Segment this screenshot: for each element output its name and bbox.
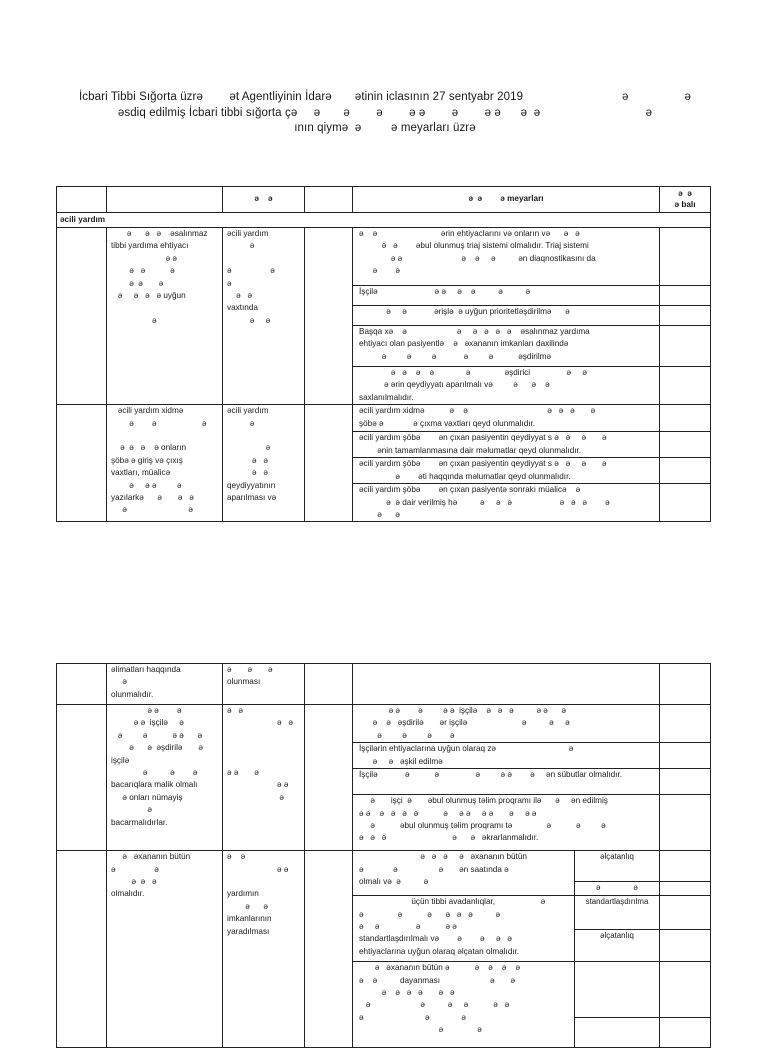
criterion-cell: İşçilə ə ə ə ə ə ə — [353, 286, 660, 306]
criteria-table-page-1 — [56, 186, 711, 522]
table-cell — [57, 705, 107, 851]
table-cell — [57, 228, 107, 405]
criterion-cell: əcili yardım şöbə ən çıxan pasiyentin qeydiyyat s ə ə ə ə ə əti haqqında məlumatlar qeyd olunmalıdır. — [353, 458, 660, 484]
table-cell — [305, 851, 353, 1048]
criterion-cell: üçün tibbi avadanlıqlar, ə ə ə ə ə ə ə ə ə ə ə ə ə standartlaşdırılmalı və ə ə ə ə ehtiyaclarına uyğun olaraq əlçatan olmalıdır. — [353, 896, 575, 962]
table-cell — [57, 664, 107, 705]
score-cell — [660, 882, 711, 896]
criterion-cell: ə ə ərişlə ə uyğun prioritetləşdirilmə ə — [353, 306, 660, 326]
measure-cell: ə ə ə olunması — [223, 664, 305, 705]
measure-cell: ə ə ə ə ə ə ə ə ə ə — [223, 705, 305, 851]
header-cell-1 — [57, 187, 107, 213]
criterion-cell — [353, 664, 660, 705]
score-cell — [660, 664, 711, 705]
table-cell — [57, 851, 107, 1048]
criterion-cell: ə əxananın bütün ə ə ə ə ə ə ə dayanması ə ə ə ə ə ə ə ə ə ə ə ə ə ə ə ə ə ə ə — [353, 962, 575, 1048]
standard-cell: əlimatları haqqında ə olunmalıdır. — [107, 664, 223, 705]
header-cell-4 — [305, 187, 353, 213]
score-cell — [660, 228, 711, 286]
criterion-cell: ə ə ərin ehtiyaclarını və onların və ə ə ə ə əbul olunmuş triaj sistemi olmalıdır. Triaj sistemi ə ə ə ə ə ən diaqnostikasını da ə ə — [353, 228, 660, 286]
table-header-row — [57, 187, 711, 213]
title-line-3: ının qiymə ə ə meyarları üzrə — [294, 122, 476, 134]
table-cell — [305, 664, 353, 705]
document-title — [40, 90, 730, 137]
score-cell — [660, 326, 711, 367]
score-cell — [660, 962, 711, 1018]
score-cell — [660, 743, 711, 769]
measure-cell: ə ə ə ə yardımın ə ə imkanlarının yaradılması — [223, 851, 305, 1048]
table-cell — [305, 405, 353, 522]
header-cell-2 — [107, 187, 223, 213]
score-cell — [660, 769, 711, 795]
criterion-cell: İşçilə ə ə ə ə ə ə ən sübutlar olmalıdır. — [353, 769, 660, 795]
criterion-cell: Başqa xə ə ə ə ə ə ə əsalınmaz yardıma ehtiyacı olan pasiyentlə ə əxananın imkanları daxilində ə ə ə ə ə əşdirilmə — [353, 326, 660, 367]
standard-cell: ə ə ə ə ə işçilə ə ə ə ə ə ə ə ə əşdirilə ə işçilə ə ə ə bacarıqlara malik olmalı ə onları nümayiş ə bacarmalıdırlar. — [107, 705, 223, 851]
criterion-cell: ə ə ə ə əxananın bütün ə ə ə ən saatında ə olmalı və ə ə — [353, 851, 575, 896]
title-line-1: İcbari Tibbi Sığorta üzrə ət Agentliyinin İdarə ətinin iclasının 27 sentyabr 2019 ə ə — [79, 91, 691, 103]
criterion-cell: əcili yardım xidmə ə ə ə ə ə ə şöbə ə ə çıxma vaxtları qeyd olunmalıdır. — [353, 405, 660, 432]
score-cell — [660, 458, 711, 484]
measure-cell: əcili yardım ə ə ə ə ə ə vaxtında ə ə — [223, 228, 305, 405]
criterion-cell: İşçilərin ehtiyaclarına uyğun olaraq zə ə ə ə əşkil edilmə — [353, 743, 660, 769]
measure-cell: əcili yardım ə ə ə ə ə ə qeydiyyatının aparılması və — [223, 405, 305, 522]
criterion-cell: ə işçi ə əbul olunmuş təlim proqramı ilə ə ən edilmiş ə ə ə ə ə ə ə ə ə ə ə ə ə ə ə əbul olunmuş təlim proqramı tə ə ə ə ə ə ə ə ə əkrarlanmalıdır. — [353, 795, 660, 851]
criterion-cell: əcili yardım şöbə ən çıxan pasiyentin qeydiyyat s ə ə ə ə ənin tamamlanmasına dair məlumatlar qeyd olunmalıdır. — [353, 432, 660, 458]
criterion-cell: ə ə ə ə ə əşdirici ə ə ə ərin qeydiyyatı aparılmalı və ə ə ə saxlanılmalıdır. — [353, 367, 660, 405]
score-cell — [660, 367, 711, 405]
score-cell — [660, 306, 711, 326]
criterion-cell: əcili yardım şöbə ən çıxan pasiyentə sonrakı müalicə ə ə ə dair verilmiş hə ə ə ə ə ə ə ə ə ə — [353, 484, 660, 522]
table-row — [57, 228, 711, 286]
table-cell — [305, 705, 353, 851]
sub-criterion-cell: ə ə — [575, 882, 660, 896]
score-cell — [660, 405, 711, 432]
score-cell — [660, 795, 711, 851]
table-cell — [57, 405, 107, 522]
standard-cell: ə əxananın bütün ə ə ə ə ə olmalıdır. — [107, 851, 223, 1048]
header-cell-3: ə ə — [223, 187, 305, 213]
score-cell — [660, 851, 711, 882]
score-cell — [660, 705, 711, 743]
sub-criterion-cell — [575, 1018, 660, 1048]
section-title: əcili yardım — [57, 213, 711, 228]
score-cell — [660, 1018, 711, 1048]
score-cell — [660, 432, 711, 458]
standard-cell: ə ə ə əsalınmaz tibbi yardıma ehtiyacı ə ə ə ə ə ə ə ə ə ə ə ə uyğun ə — [107, 228, 223, 405]
sub-criterion-cell: əlçatanlıq — [575, 851, 660, 882]
standard-cell: əcili yardım xidmə ə ə ə ə ə ə ə onların şöbə ə giriş və çıxış vaxtları, müalicə ə ə ə ə yazılarkə ə ə ə ə ə — [107, 405, 223, 522]
criteria-table-page-2 — [56, 663, 711, 1048]
table-row — [57, 851, 711, 882]
table-row — [57, 664, 711, 705]
table-row — [57, 705, 711, 743]
score-cell — [660, 896, 711, 930]
header-score: ə ə ə balı — [660, 187, 711, 213]
score-cell — [660, 484, 711, 522]
sub-criterion-cell: əlçatanlıq — [575, 930, 660, 962]
sub-criterion-cell — [575, 962, 660, 1018]
score-cell — [660, 930, 711, 962]
criterion-cell: ə ə ə ə ə işçilə ə ə ə ə ə ə ə ə əşdirilə ər işçilə ə ə ə ə ə ə ə — [353, 705, 660, 743]
header-criteria: ə ə ə meyarları — [353, 187, 660, 213]
table-row — [57, 405, 711, 432]
section-row — [57, 213, 711, 228]
title-line-2: əsdiq edilmiş İcbari tibbi sığorta çə ə ə ə ə ə ə ə ə ə ə ə — [117, 106, 653, 119]
table-cell — [305, 228, 353, 405]
score-cell — [660, 286, 711, 306]
sub-criterion-cell: standartlaşdırılma — [575, 896, 660, 930]
